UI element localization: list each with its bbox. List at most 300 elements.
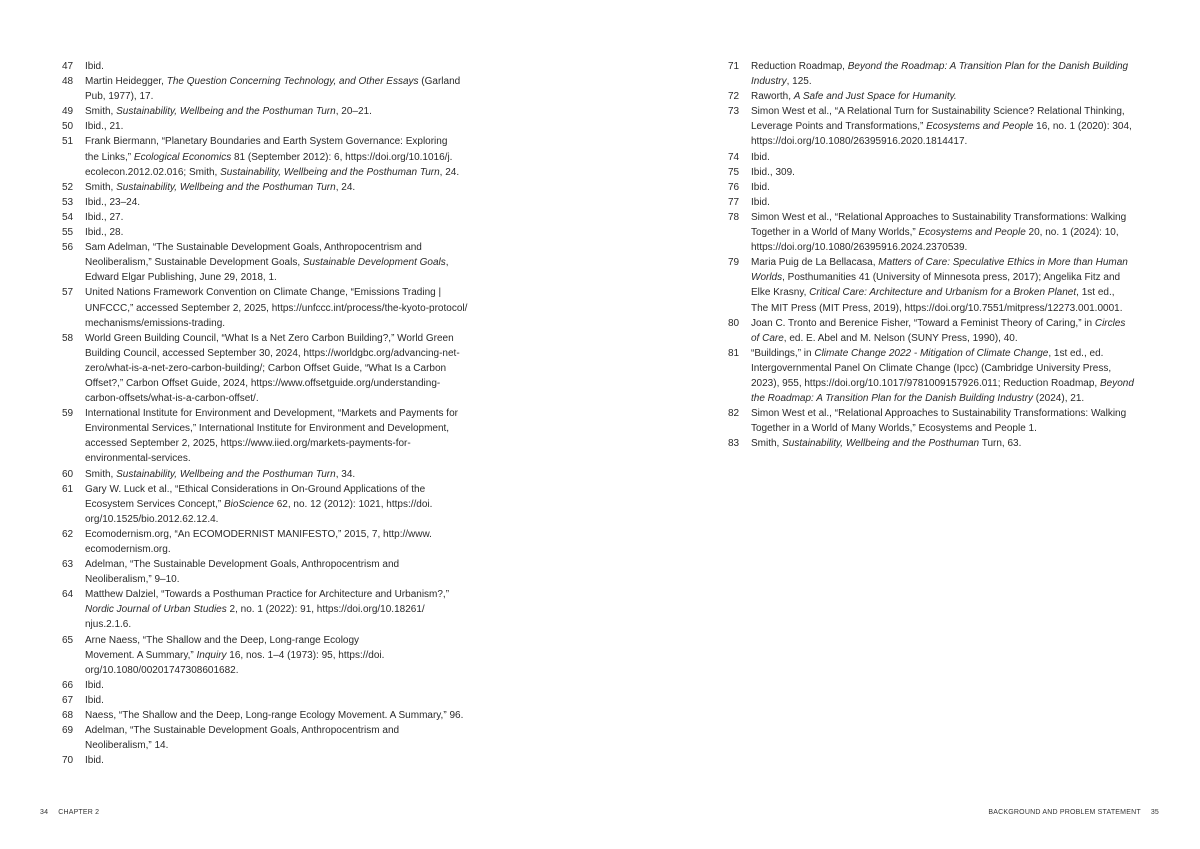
endnote-text xyxy=(751,316,1148,346)
endnote-text xyxy=(85,210,492,225)
endnote-line xyxy=(751,331,1148,346)
text-run: Pub, 1977), 17. xyxy=(85,91,154,103)
section-label: BACKGROUND AND PROBLEM STATEMENT xyxy=(988,809,1141,816)
endnote-number: 83 xyxy=(728,438,740,450)
endnote-number: 77 xyxy=(728,196,740,208)
endnote-text xyxy=(85,225,492,240)
text-run: Smith, xyxy=(85,106,117,118)
endnote xyxy=(62,557,492,587)
text-run: Frank Biermann, “Planetary Boundaries and Earth System Governance: Exploring xyxy=(85,136,448,148)
endnote xyxy=(728,180,1148,195)
endnote xyxy=(62,285,492,330)
endnote-line xyxy=(85,316,492,331)
italic-title: Inquiry xyxy=(196,649,227,661)
italic-title: Sustainability, Wellbeing and the Posthuman Turn xyxy=(220,166,440,178)
endnote-line xyxy=(751,436,1148,451)
italic-title: Beyond xyxy=(1099,377,1134,389)
endnote-line xyxy=(85,421,492,436)
endnote xyxy=(62,59,492,74)
text-run: (Garland xyxy=(418,76,461,88)
left-page-footer xyxy=(40,809,99,816)
endnote xyxy=(62,467,492,482)
endnote-number: 63 xyxy=(62,559,74,571)
endnote-number: 68 xyxy=(62,710,74,722)
endnote-line xyxy=(85,301,492,316)
endnote-number: 66 xyxy=(62,679,74,691)
endnote-number: 71 xyxy=(728,61,740,72)
endnote-text xyxy=(85,59,492,74)
text-run: Environmental Services,” International Institute for Environment and Development, xyxy=(85,423,450,435)
endnote-text xyxy=(751,59,1148,89)
endnote-number: 64 xyxy=(62,589,74,601)
endnote-line xyxy=(85,406,492,421)
text-run: Ecomodernism.org, “An ECOMODERNIST MANIFESTO,” 2015, 7, http://www. xyxy=(85,528,432,540)
endnote-text xyxy=(751,436,1148,451)
italic-title: Sustainable Development Goals xyxy=(302,257,446,269)
endnote-number: 48 xyxy=(62,76,74,88)
endnote-text xyxy=(85,74,492,104)
left-page-number: 34 xyxy=(40,809,49,816)
endnote-number: 59 xyxy=(62,408,74,420)
italic-title: The Question Concerning Technology, and Other Essays xyxy=(166,76,419,88)
text-run: Martin Heidegger, xyxy=(85,76,167,88)
text-run: Ibid., 21. xyxy=(85,121,124,133)
endnote-line xyxy=(751,134,1148,149)
endnote xyxy=(728,165,1148,180)
endnote-line xyxy=(85,331,492,346)
italic-title: Sustainability, Wellbeing and the Posthuman Turn xyxy=(116,468,336,480)
endnote-line xyxy=(85,527,492,542)
endnote-text xyxy=(751,104,1148,149)
endnote-line xyxy=(751,104,1148,119)
endnote xyxy=(62,587,492,632)
endnote xyxy=(62,633,492,678)
endnote-line xyxy=(85,633,492,648)
endnote-text xyxy=(85,331,492,406)
endnote-line xyxy=(85,497,492,512)
endnote-number: 55 xyxy=(62,227,74,239)
endnote-number: 53 xyxy=(62,196,74,208)
endnote-line xyxy=(751,225,1148,240)
italic-title: Beyond the Roadmap: A Transition Plan for the Danish Building xyxy=(847,61,1129,72)
text-run: Neoliberalism,” 14. xyxy=(85,740,169,752)
text-run: Leverage Points and Transformations,” xyxy=(751,121,927,133)
endnote-text xyxy=(85,134,492,179)
endnote-text xyxy=(85,753,492,768)
endnote-line xyxy=(85,723,492,738)
endnote-line xyxy=(85,134,492,149)
endnote-line xyxy=(85,663,492,678)
text-run: Ibid. xyxy=(751,151,770,163)
endnote-number: 57 xyxy=(62,287,74,299)
endnote-text xyxy=(85,587,492,632)
endnote-line xyxy=(85,617,492,632)
endnote-text xyxy=(85,557,492,587)
text-run: 81 (September 2012): 6, https://doi.org/10.1016/j. xyxy=(231,151,453,163)
endnote-text xyxy=(85,482,492,527)
endnote-line xyxy=(85,376,492,391)
endnote xyxy=(728,195,1148,210)
text-run: org/10.1080/00201747308601682. xyxy=(85,664,239,676)
italic-title: Critical Care: Architecture and Urbanism for a Broken Planet xyxy=(809,287,1077,299)
endnote xyxy=(728,59,1148,89)
endnote-line xyxy=(85,180,492,195)
endnote-line xyxy=(85,482,492,497)
endnote-line xyxy=(751,180,1148,195)
endnote-number: 51 xyxy=(62,136,74,148)
endnote-text xyxy=(85,527,492,557)
endnote-number: 54 xyxy=(62,211,74,223)
endnote-number: 80 xyxy=(728,317,740,329)
text-run: Neoliberalism,” 9–10. xyxy=(85,574,180,586)
text-run: Ibid. xyxy=(85,755,104,767)
endnote xyxy=(728,255,1148,315)
text-run: Offset?,” Carbon Offset Guide, 2024, https://www.offsetguide.org/understanding- xyxy=(85,377,441,389)
endnote-number: 79 xyxy=(728,257,740,269)
text-run: , 1st ed., ed. xyxy=(1048,347,1104,359)
endnote-number: 49 xyxy=(62,106,74,118)
endnote-line xyxy=(85,119,492,134)
endnote-line xyxy=(85,753,492,768)
text-run: Arne Naess, “The Shallow and the Deep, Long-range Ecology xyxy=(85,634,360,646)
endnote-text xyxy=(85,406,492,466)
endnote-text xyxy=(751,255,1148,315)
italic-title: Ecosystems and People xyxy=(926,121,1034,133)
text-run: https://doi.org/10.1080/26395916.2020.1814417. xyxy=(751,136,968,148)
text-run: Sam Adelman, “The Sustainable Development Goals, Anthropocentrism and xyxy=(85,242,422,254)
endnote xyxy=(62,195,492,210)
endnote xyxy=(62,240,492,285)
endnote-number: 56 xyxy=(62,242,74,254)
italic-title: Matters of Care: Speculative Ethics in More than Human xyxy=(878,257,1128,269)
endnote-line xyxy=(85,587,492,602)
text-run: “Buildings,” in xyxy=(751,347,815,359)
endnote-number: 65 xyxy=(62,634,74,646)
endnote-line xyxy=(751,421,1148,436)
text-run: Ibid. xyxy=(85,679,104,691)
endnote-number: 61 xyxy=(62,483,74,495)
text-run: 2, no. 1 (2022): 91, https://doi.org/10.18261/ xyxy=(226,604,425,616)
endnote-line xyxy=(85,451,492,466)
text-run: Joan C. Tronto and Berenice Fisher, “Toward a Feminist Theory of Caring,” in xyxy=(751,317,1095,329)
endnote-line xyxy=(85,240,492,255)
text-run: https://doi.org/10.1080/26395916.2024.2370539. xyxy=(751,242,968,254)
endnote xyxy=(62,119,492,134)
endnote-text xyxy=(85,104,492,119)
right-endnotes-column xyxy=(728,59,1148,451)
endnote-text xyxy=(85,678,492,693)
endnote-number: 52 xyxy=(62,181,74,193)
text-run: Edward Elgar Publishing, June 29, 2018, 1. xyxy=(85,272,277,284)
text-run: Ibid. xyxy=(751,181,770,193)
endnote-line xyxy=(85,648,492,663)
endnote-number: 70 xyxy=(62,755,74,767)
text-run: environmental-services. xyxy=(85,453,191,465)
text-run: Naess, “The Shallow and the Deep, Long-range Ecology Movement. A Summary,” 96. xyxy=(85,710,464,722)
text-run: Ibid. xyxy=(85,694,104,706)
endnote xyxy=(62,753,492,768)
text-run: , xyxy=(445,257,449,269)
text-run: Together in a World of Many Worlds,” xyxy=(751,227,919,239)
endnote xyxy=(728,346,1148,406)
endnote-line xyxy=(85,210,492,225)
endnote xyxy=(62,74,492,104)
endnote-line xyxy=(751,210,1148,225)
text-run: The MIT Press (MIT Press, 2019), https://doi.org/10.7551/mitpress/12273.001.0001. xyxy=(751,302,1123,314)
text-run: 2023), 955, https://doi.org/10.1017/9781009157926.011; Reduction Roadmap, xyxy=(751,377,1100,389)
endnote-line xyxy=(85,361,492,376)
text-run: UNFCCC,” accessed September 2, 2025, https://unfccc.int/process/the-kyoto-protocol/ xyxy=(85,302,468,314)
endnote-line xyxy=(85,195,492,210)
endnote-line xyxy=(85,512,492,527)
endnote-text xyxy=(85,723,492,753)
endnote-line xyxy=(751,165,1148,180)
endnote-text xyxy=(85,180,492,195)
text-run: mechanisms/emissions-trading. xyxy=(85,317,226,329)
endnote-number: 74 xyxy=(728,151,740,163)
text-run: , 125. xyxy=(786,76,812,88)
endnote-line xyxy=(751,89,1148,104)
endnote xyxy=(62,180,492,195)
text-run: Ibid., 309. xyxy=(751,166,795,178)
endnote-text xyxy=(751,210,1148,255)
right-page-number: 35 xyxy=(1150,809,1159,816)
endnote-text xyxy=(85,633,492,678)
endnote-line xyxy=(85,74,492,89)
endnote-line xyxy=(751,391,1148,406)
text-run: org/10.1525/bio.2012.62.12.4. xyxy=(85,513,219,525)
endnote-line xyxy=(85,678,492,693)
text-run: , 34. xyxy=(335,468,356,480)
text-run: , 20–21. xyxy=(335,106,372,118)
endnote-line xyxy=(85,346,492,361)
endnote-text xyxy=(85,693,492,708)
endnote-number: 73 xyxy=(728,106,740,118)
endnote xyxy=(728,316,1148,346)
endnote xyxy=(62,527,492,557)
endnote-line xyxy=(751,59,1148,74)
endnote-line xyxy=(751,150,1148,165)
endnote-line xyxy=(751,255,1148,270)
text-run: 16, no. 1 (2020): 304, xyxy=(1033,121,1132,133)
endnote-text xyxy=(751,150,1148,165)
text-run: Ibid., 27. xyxy=(85,211,124,223)
text-run: (2024), 21. xyxy=(1033,393,1085,405)
endnote-text xyxy=(85,467,492,482)
text-run: , 24. xyxy=(335,181,356,193)
text-run: , ed. E. Abel and M. Nelson (SUNY Press, 1990), 40. xyxy=(783,332,1018,344)
endnote-text xyxy=(85,708,492,723)
text-run: ecomodernism.org. xyxy=(85,544,171,555)
endnote-number: 82 xyxy=(728,408,740,420)
text-run: zero/what-is-a-net-zero-carbon-building/; Carbon Offset Guide, “What Is a Carbon xyxy=(85,362,447,374)
endnote-number: 58 xyxy=(62,332,74,344)
italic-title: the Roadmap: A Transition Plan for the Danish Building Industry xyxy=(751,393,1034,405)
endnote-number: 47 xyxy=(62,61,74,72)
text-run: ecolecon.2012.02.016; Smith, xyxy=(85,166,221,178)
italic-title: Ecological Economics xyxy=(133,151,232,163)
endnote xyxy=(728,104,1148,149)
italic-title: Sustainability, Wellbeing and the Posthuman Turn xyxy=(116,181,336,193)
endnote-text xyxy=(751,89,1148,104)
endnote-line xyxy=(85,165,492,180)
text-run: Ecosystem Services Concept,” xyxy=(85,498,224,510)
text-run: Turn, 63. xyxy=(979,438,1022,450)
italic-title: Sustainability, Wellbeing and the Posthuman xyxy=(782,438,980,450)
endnote-line xyxy=(751,376,1148,391)
endnote-text xyxy=(85,240,492,285)
text-run: United Nations Framework Convention on Climate Change, “Emissions Trading | xyxy=(85,287,442,299)
text-run: Gary W. Luck et al., “Ethical Considerations in On-Ground Applications of the xyxy=(85,483,426,495)
text-run: njus.2.1.6. xyxy=(85,619,132,631)
endnote-number: 50 xyxy=(62,121,74,133)
italic-title: Ecosystems and People xyxy=(918,227,1026,239)
text-run: Ibid., 28. xyxy=(85,227,124,239)
endnote-line xyxy=(85,89,492,104)
endnote-text xyxy=(751,165,1148,180)
endnote xyxy=(62,693,492,708)
text-run: Simon West et al., “Relational Approaches to Sustainability Transformations: Walking xyxy=(751,211,1127,223)
endnote-text xyxy=(751,195,1148,210)
endnote-number: 69 xyxy=(62,725,74,737)
endnote-line xyxy=(751,240,1148,255)
text-run: Ibid. xyxy=(751,196,770,208)
endnote-line xyxy=(85,436,492,451)
endnote-line xyxy=(85,270,492,285)
endnote-line xyxy=(85,59,492,74)
endnote-text xyxy=(85,195,492,210)
endnote-line xyxy=(85,708,492,723)
endnote-line xyxy=(85,285,492,300)
text-run: Maria Puig de La Bellacasa, xyxy=(751,257,879,269)
endnote-line xyxy=(751,406,1148,421)
endnote-line xyxy=(751,119,1148,134)
text-run: Building Council, accessed September 30, 2024, https://worldgbc.org/advancing-net- xyxy=(85,347,460,359)
endnote xyxy=(62,708,492,723)
endnote-line xyxy=(85,557,492,572)
endnote-line xyxy=(751,285,1148,300)
text-run: Ibid. xyxy=(85,61,104,72)
endnote xyxy=(62,331,492,406)
endnote xyxy=(62,406,492,466)
italic-title: Circles xyxy=(1094,317,1126,329)
endnote-line xyxy=(85,255,492,270)
endnote-text xyxy=(85,119,492,134)
endnote-line xyxy=(751,270,1148,285)
italic-title: Sustainability, Wellbeing and the Posthuman Turn xyxy=(116,106,336,118)
text-run: Smith, xyxy=(751,438,783,450)
endnote-line xyxy=(751,361,1148,376)
endnote xyxy=(728,406,1148,436)
endnote-number: 75 xyxy=(728,166,740,178)
text-run: Adelman, “The Sustainable Development Goals, Anthropocentrism and xyxy=(85,725,400,737)
text-run: Reduction Roadmap, xyxy=(751,61,848,72)
endnote-line xyxy=(85,150,492,165)
italic-title: of Care xyxy=(751,332,784,344)
text-run: Movement. A Summary,” xyxy=(85,649,197,661)
endnote-number: 81 xyxy=(728,347,740,359)
left-endnotes-column xyxy=(62,59,492,768)
text-run: 16, nos. 1–4 (1973): 95, https://doi. xyxy=(226,649,385,661)
chapter-label: CHAPTER 2 xyxy=(58,809,100,816)
italic-title: Industry xyxy=(751,76,787,88)
text-run: Matthew Dalziel, “Towards a Posthuman Practice for Architecture and Urbanism?,” xyxy=(85,589,450,601)
endnote-line xyxy=(85,225,492,240)
endnote-line xyxy=(85,572,492,587)
text-run: Simon West et al., “A Relational Turn for Sustainability Science? Relational Thinking, xyxy=(751,106,1125,118)
endnote-text xyxy=(751,406,1148,436)
text-run: Neoliberalism,” Sustainable Development Goals, xyxy=(85,257,303,269)
endnote xyxy=(62,134,492,179)
text-run: Together in a World of Many Worlds,” Ecosystems and People 1. xyxy=(751,423,1037,435)
endnote-text xyxy=(85,285,492,330)
endnote xyxy=(728,89,1148,104)
endnote xyxy=(62,104,492,119)
text-run: Smith, xyxy=(85,181,117,193)
endnote-line xyxy=(85,391,492,406)
text-run: Ibid., 23–24. xyxy=(85,196,141,208)
endnote-number: 72 xyxy=(728,91,740,103)
text-run: accessed September 2, 2025, https://www.iied.org/markets-payments-for- xyxy=(85,438,411,450)
endnote-line xyxy=(85,467,492,482)
endnote xyxy=(728,436,1148,451)
endnote-text xyxy=(751,180,1148,195)
endnote xyxy=(62,225,492,240)
italic-title: A Safe and Just Space for Humanity. xyxy=(793,91,957,103)
endnote-line xyxy=(751,74,1148,89)
endnote-line xyxy=(85,104,492,119)
text-run: Smith, xyxy=(85,468,117,480)
endnote-line xyxy=(751,195,1148,210)
right-page-footer xyxy=(988,809,1159,816)
italic-title: Climate Change 2022 - Mitigation of Climate Change xyxy=(814,347,1049,359)
endnote xyxy=(728,210,1148,255)
text-run: , 24. xyxy=(439,166,460,178)
text-run: , 1st ed., xyxy=(1076,287,1115,299)
italic-title: Worlds xyxy=(751,272,783,284)
text-run: , Posthumanities 41 (University of Minnesota press, 2017); Angelika Fitz and xyxy=(782,272,1121,284)
endnote-line xyxy=(751,346,1148,361)
endnote-number: 76 xyxy=(728,181,740,193)
endnote-text xyxy=(751,346,1148,406)
italic-title: Nordic Journal of Urban Studies xyxy=(85,604,227,616)
endnote-number: 67 xyxy=(62,694,74,706)
text-run: Adelman, “The Sustainable Development Goals, Anthropocentrism and xyxy=(85,559,400,571)
endnote-line xyxy=(751,316,1148,331)
text-run: Intergovernmental Panel On Climate Change (Ipcc) (Cambridge University Press, xyxy=(751,362,1112,374)
endnote xyxy=(62,723,492,753)
endnote-line xyxy=(85,542,492,557)
endnote xyxy=(728,150,1148,165)
text-run: 62, no. 12 (2012): 1021, https://doi. xyxy=(273,498,433,510)
endnote-number: 60 xyxy=(62,468,74,480)
text-run: the Links,” xyxy=(85,151,134,163)
endnote-number: 78 xyxy=(728,211,740,223)
endnote-line xyxy=(85,738,492,753)
endnote xyxy=(62,210,492,225)
text-run: Simon West et al., “Relational Approaches to Sustainability Transformations: Walking xyxy=(751,408,1127,420)
endnote-line xyxy=(85,693,492,708)
endnote-line xyxy=(751,301,1148,316)
endnote xyxy=(62,678,492,693)
text-run: carbon-offsets/what-is-a-carbon-offset/. xyxy=(85,393,259,405)
text-run: International Institute for Environment and Development, “Markets and Payments for xyxy=(85,408,458,420)
text-run: World Green Building Council, “What Is a Net Zero Carbon Building?,” World Green xyxy=(85,332,454,344)
italic-title: BioScience xyxy=(223,498,274,510)
endnote-number: 62 xyxy=(62,528,74,540)
text-run: Raworth, xyxy=(751,91,794,103)
text-run: Elke Krasny, xyxy=(751,287,810,299)
